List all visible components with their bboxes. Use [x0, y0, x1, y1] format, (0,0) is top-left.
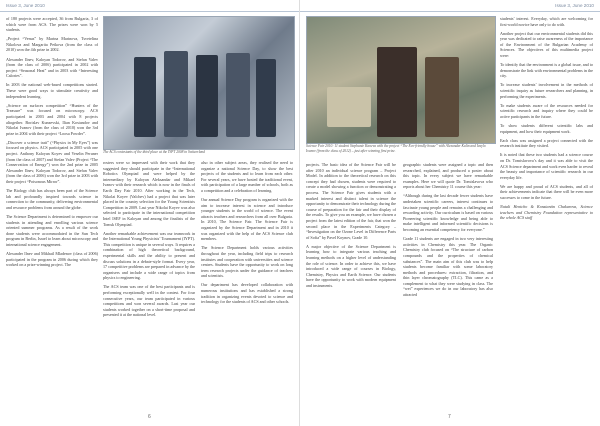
text-column-1	[6, 16, 98, 414]
person-figure	[377, 47, 417, 137]
paragraph: Alexander Ilnev, Kaloyan Todorov, and Stefan Valev (from the class of 2006) participated in 2002 with project “Seasonal Heat” and in 2003 with “Interesting Calories”.	[6, 56, 98, 79]
text-column-2	[403, 162, 493, 412]
person-figure	[226, 53, 250, 137]
paragraph: projects. The basic idea of the Science Fair will be after 2010 an individual science program – Project Model. In addition to the theoretical research on this concept they had chosen, students were required to create a model showing a function or demonstrating a process. The Science Fair gives students with a marked interest and distinct talent in science the opportunity to demonstrate their technology during the course of preparation for the fair and their display of the results. To give you an example, we have chosen a project from the latest edition of the fair, that won the second place in the Experiments Category – “Investigation on the Ozone Level in Difference Parts of Sofia” by Pavel Koynov, Grade 10.	[306, 162, 396, 240]
text-column-1	[306, 162, 396, 412]
author-signoff: Natali Hentcho & Konstantin Chakarova, Science teachers and Chemistry Foundation representative to the whole ACS staff	[500, 204, 593, 221]
list-item: To make students aware of the resources needed for scientific research and inquiry where they could be active participants in the future.	[500, 102, 593, 119]
issue-label: Issue 3, June 2010	[555, 3, 594, 8]
paragraph: Alexander Ilnev and Mikhail Mladenov (class of 2006) participated in the program in 2006 during which they worked on a prize-winning project. The	[6, 250, 98, 268]
paragraph: of 180 projects were accepted, 36 from Bulgaria, 3 of which were from ACS. The prizes were won by 5 students.	[6, 16, 98, 33]
paragraph: geographic students were assigned a topic and then researched, explained, and produced a poster about this topic. In every subject we have remarkable examples. Here we will quote Dr. Tomislavova who reports about her Chemistry 11 course this year:	[403, 162, 493, 190]
person-figure	[164, 51, 188, 137]
list-item: To increase students’ involvement in the methods of scientific inquiry as future researchers and planning, in performing the experiments.	[500, 82, 593, 99]
team-photo	[103, 16, 295, 150]
page-7	[300, 0, 600, 426]
page-header-left	[0, 0, 299, 12]
paragraph: rosters were so impressed with their work that they suggested they should participate in the “International Robotics Olympiad and were helped by the intermediary by Kaloyan Aleksandar and Mikael Ivanov with their research which is now in the finals of Earth Day Fair 2010. After working in the Tech, Nikolai Koyev (Valchev) had a project that was later placed in the country selection for the Young Scientists Competition in 2009. Last year Nikolai Koyev was also selected to participate in the international competition Intel ISEF in Kaloyan and among the finalists of the Tomsk Olympiad.	[103, 160, 195, 227]
text-column-3	[201, 160, 293, 410]
paragraph: Another remarkable achievement was our teamwork in the International Young Physicists’ Tournament (IYPT). This competition is unique in several ways. It requires a combination of high theoretical background, experimental skills and the ability to present and discuss solutions in a debate-style format. Every year, 17 competitive problems are prepared in advance by the organisers and include a wide range of topics from physics to engineering.	[103, 230, 195, 281]
page-header-right	[300, 0, 600, 12]
person-figure	[425, 57, 459, 137]
paragraph: Our annual Science Day program is organized with the aim to increase interest in science and introduce younger students to the world of science. The event attracts teachers and researchers from all over Bulgaria. In 2010, The Science Fair. The Science Fair is organized by the Science Department and in 2010 it was organized with the help of the ACS Science club members.	[201, 197, 293, 242]
paragraph: A major objective of the Science Department is learning how to integrate various teaching and learning methods on a higher level of understanding the role of science. In order to achieve this, we have introduced a wide range of courses in Biology, Chemistry, Physics and Earth Science. Our students have the opportunity to work with modern equipment and instruments.	[306, 243, 396, 288]
paragraph: „Project “Venus” by Marina Marinova, Tsvetelina Nikolova and Margarita Petkova (from the class of 2010) won the 4th prize in 2002.	[6, 36, 98, 53]
page-number: 7	[448, 414, 451, 420]
paragraph: “Although during the last decade fewer students have undertaken scientific careers, interest continues to fascinate young people and remains a challenging and rewarding activity. Our curriculum is based on various Pioneering scientific knowledge and being able to make intelligent and informed scientific decisions is becoming an essential competency for everyone.”	[403, 193, 493, 233]
photo-caption: Science Fair 2010: 11 student Stephanie Kaneva with the project “The Eco-friendly house” with Alexandar Kalin and Ivaylo Ivanov (from the class of 2012) – just after winning first prize.	[306, 144, 486, 153]
paragraph: Our department has developed collaboration with numerous institutions and has established a strong tradition in organizing events devoted to science and technology for the students of ACS and other schools.	[201, 282, 293, 305]
paragraph: In 2003 the national web-based competitions started. These were good ways to stimulate creativity and independent learning.	[6, 82, 98, 99]
project-model	[327, 87, 371, 127]
issue-label: Issue 3, June 2010	[6, 3, 45, 8]
paragraph: The Biology club has always been part of the Science lab and profoundly inspired towards science in connection to the community, delivering environmental and resource problems from around the globe.	[6, 188, 98, 210]
text-column-3	[500, 16, 593, 414]
paragraph: Another project that our environmental students did this year was dedicated to raise awareness of the importance of the Environment of the Bulgarian Academy of Sciences. The objectives of this multimedia project were:	[500, 30, 593, 59]
paragraph: „Discover a science trait” (“Physics in My Eyes”) was focused on physics. ACS participated in 2005 with one project. Anthony Kaloyan Koyev and Veselin Peruner (from the class of 2007) and Stefan Valev (Project “The Conservation of Energy”) won the 2nd prize in 2005 Alexander Ilnev, Kaloyan Todorov, and Stefan Valev (from the class of 2006) won the 3rd prize in 2003 with their project “Poisonous Mirror”.	[6, 139, 98, 184]
person-figure	[134, 57, 156, 137]
paragraph: We are happy and proud of ACS students, and all of their achievements indicate that there will be even more successes to come in the future.	[500, 183, 593, 201]
paragraph: Each class was assigned a project connected with the research institute they visited.	[500, 137, 593, 149]
paragraph: It is noted that these two students had a science course on Dr. Tomislavova’s day and it was able to visit the ACS Science department and work even harder to reveal the beauty and importance of scientific research in our everyday life.	[500, 152, 593, 180]
paragraph: „Science on surfaces competition” “Hunters of the Treasure” was focused on microscopy. ACS participated in 2003 and 2004 with 8 projects altogether. Borislav Kunzevski, Ilian Kostandov and Nikolai Ivanov (from the class of 2010) won the 3rd prize in 2004 with their project “Loosa Powder”.	[6, 102, 98, 136]
list-item: To show students different scientific labs and equipment, and how their equipment work.	[500, 123, 593, 134]
person-figure	[196, 55, 218, 137]
paragraph: The ACS team was one of the best participants and is performing exceptionally well in the contest. For four consecutive years, our team participated in various competitions and won several awards. Last year our students worked together on a short-time proposal and presented it at the national level.	[103, 284, 195, 318]
list-item: To identify that the environment is a global issue, and to demonstrate the link with environmental problems in the city.	[500, 62, 593, 79]
paragraph: Grade 11 students are engaged in two very interesting activities in Chemistry this year. The Organic Chemistry club focused on “The structure of carbon compounds and the properties of chemical substances”. The main aim of this club was to help students become familiar with some laboratory methods and procedures: extraction, filtration, and thin layer chromatography (TLC). This came as a complement to what they were studying in class. The “wet” experiences we do in our laboratory has also attracted	[403, 236, 493, 298]
text-column-2	[103, 160, 195, 410]
page-number: 6	[148, 414, 151, 420]
paragraph: The Science Department is determined to empower our students in attending and enrolling various science oriented summer programs. As a result of the work done students were accommodated in the Sun Tech program in Berlin, Israel to learn about microscopy and international science engagement.	[6, 213, 98, 247]
paragraph: The Science Department holds various activities throughout the year, including field trips to research institutes and cooperation with universities and science centres. Students have the opportunity to work on long term research projects under the guidance of teachers and scientists.	[201, 245, 293, 279]
person-figure	[256, 59, 276, 137]
paragraph: students’ interest. Everyday, which are welcoming for first-world novice have only to do with.	[500, 16, 593, 27]
paragraph: also in other subject areas, they realised the need to organize a national Science Day, to show the best projects of the students and to learn from each other. For several years, we have hosted the traditional event, with participation of a large number of schools, both as a competition and a celebration of learning.	[201, 160, 293, 193]
science-fair-photo	[306, 16, 496, 144]
photo-caption: The ACS contestants of the third place at the IYPT 2008 in Switzerland	[103, 150, 205, 154]
